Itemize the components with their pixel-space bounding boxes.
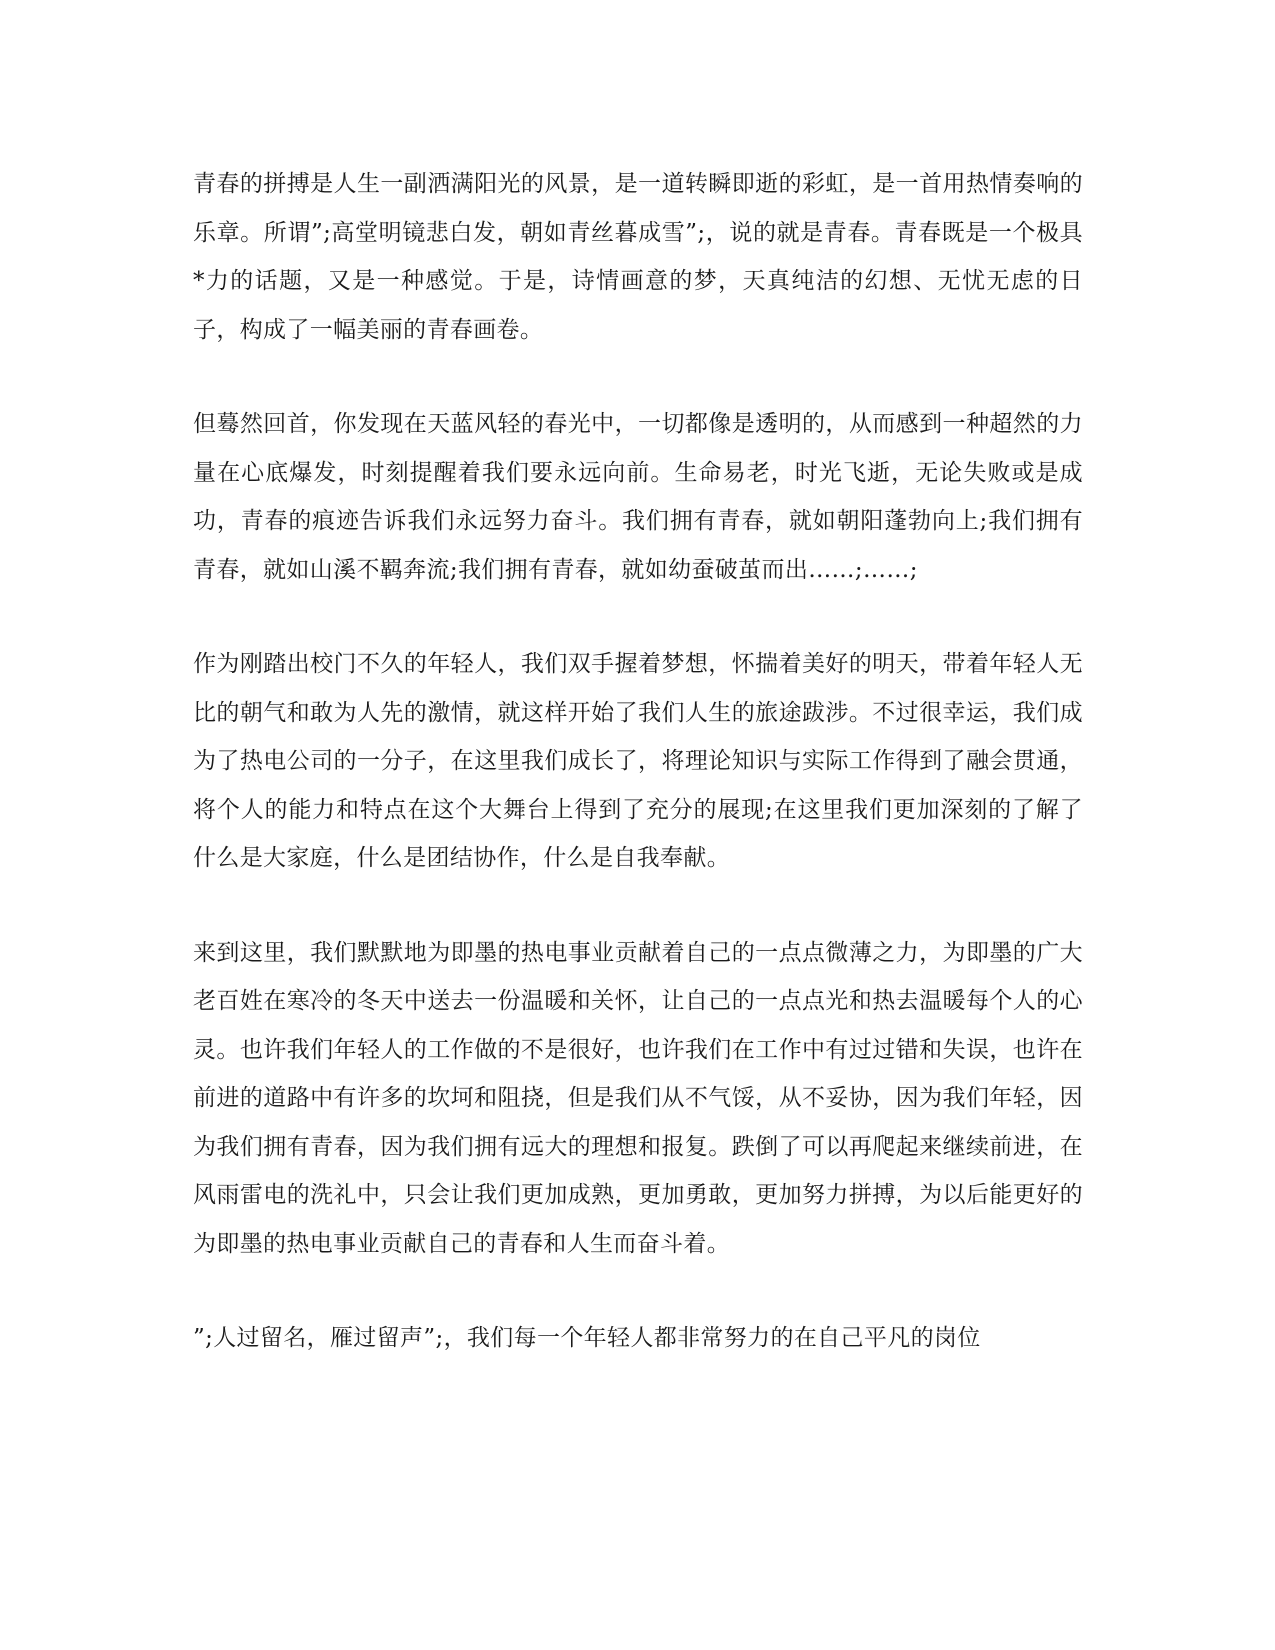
paragraph-4: 来到这里，我们默默地为即墨的热电事业贡献着自己的一点点微薄之力，为即墨的广大老百姓在寒冷的冬天中送去一份温暖和关怀，让自己的一点点光和热去温暖每个人的心灵。也许我们年轻人的工作做的不是很好，也许我们在工作中有过过错和失误，也许在前进的道路中有许多的坎坷和阻挠，但是我们从不气馁，从不妥协，因为我们年轻，因为我们拥有青春，因为我们拥有远大的理想和报复。跌倒了可以再爬起来继续前进，在风雨雷电的洗礼中，只会让我们更加成熟，更加勇敢，更加努力拼搏，为以后能更好的为即墨的热电事业贡献自己的青春和人生而奋斗着。: [193, 939, 1083, 1257]
paragraph-5: ”;人过留名，雁过留声”;，我们每一个年轻人都非常努力的在自己平凡的岗位: [193, 1325, 981, 1351]
document-body: [193, 160, 1083, 1409]
paragraph-3: 作为刚踏出校门不久的年轻人，我们双手握着梦想，怀揣着美好的明天，带着年轻人无比的朝气和敢为人先的激情，就这样开始了我们人生的旅途跋涉。不过很幸运，我们成为了热电公司的一分子，在这里我们成长了，将理论知识与实际工作得到了融会贯通，将个人的能力和特点在这个大舞台上得到了充分的展现;在这里我们更加深刻的了解了什么是大家庭，什么是团结协作，什么是自我奉献。: [193, 651, 1083, 871]
paragraph-2: 但蓦然回首，你发现在天蓝风轻的春光中，一切都像是透明的，从而感到一种超然的力量在心底爆发，时刻提醒着我们要永远向前。生命易老，时光飞逝，无论失败或是成功，青春的痕迹告诉我们永远努力奋斗。我们拥有青春，就如朝阳蓬勃向上;我们拥有青春，就如山溪不羁奔流;我们拥有青春，就如幼蚕破茧而出……;……;: [193, 411, 1083, 583]
paragraph-1: 青春的拼搏是人生一副洒满阳光的风景，是一道转瞬即逝的彩虹，是一首用热情奏响的乐章。所谓”;高堂明镜悲白发，朝如青丝暮成雪”;，说的就是青春。青春既是一个极具*力的话题，又是一种感觉。于是，诗情画意的梦，天真纯洁的幻想、无忧无虑的日子，构成了一幅美丽的青春画卷。: [193, 171, 1083, 343]
